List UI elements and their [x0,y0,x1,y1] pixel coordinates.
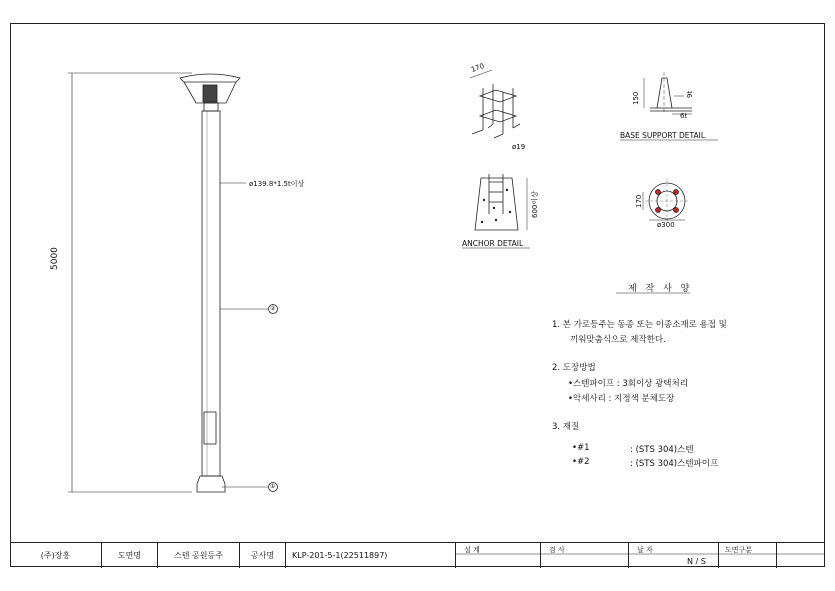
anchor-detail-title: ANCHOR DETAIL [462,239,524,248]
pole-door [204,412,216,444]
spec-item3-b-no: •#2 [572,457,590,467]
drawing-name-cell [158,543,240,568]
title-block [10,542,825,568]
type-cell [719,543,777,568]
lamp-collar [204,103,218,111]
company-name: (주)장흥 [40,551,71,560]
support-150-label: 150 [632,91,640,105]
anchor-depth-label: 600이상 [531,191,539,218]
marker-1-text: ① [270,483,276,490]
date-cell [629,543,719,568]
spec-item3-b-val: : (STS 304)스텐파이프 [630,459,719,469]
pipe-spec-label: ø139.8*1.5t이상 [249,180,305,188]
date-label: 날 자 [637,546,653,554]
project-cell [286,543,456,568]
pole-base [197,476,225,492]
scale-value: N / S [687,557,706,566]
support-6t-label: 6t [680,112,688,120]
marker-2-text: ② [270,305,276,312]
anchor-frame-iso [470,70,520,138]
design-cell [456,543,541,568]
spec-item1-line2: 끼워맞춤식으로 제작한다. [570,335,666,345]
project-label-cell [240,543,286,568]
drawing-name: 스텐 공원등주 [174,551,223,560]
flange-dia-label: ø300 [657,221,675,229]
check-label: 검 사 [549,546,565,554]
base-support-title: BASE SUPPORT DETAIL [620,131,706,140]
spec-item3-a-no: •#1 [572,443,590,453]
drawing-name-label-cell [102,543,158,568]
company-cell [10,543,102,568]
bar-dia-label: ø19 [512,143,526,151]
spec-item2-a: •스텐파이프 : 3회이상 광택처리 [568,379,688,389]
anchor-concrete-drawing [475,174,527,230]
spec-item2: 2. 도장방법 [552,363,596,373]
flange-drawing [643,179,689,223]
check-cell [541,543,629,568]
spec-item3: 3. 재질 [552,422,580,432]
type-label: 도면구분 [725,546,753,554]
spec-item2-b: •악세사리 : 지정색 분체도장 [568,394,675,404]
spec-item1-line1: 1. 본 가로등주는 동종 또는 이종소재로 용접 및 [552,320,727,330]
project-number: KLP-201-5-1(22511897) [292,551,388,560]
support-9t-label: 9t [686,90,694,98]
lamp-globe [203,85,217,102]
lamp-cap [180,74,240,82]
height-dim-label: 5000 [50,247,60,270]
project-label: 공사명 [250,551,275,560]
base-support-drawing [644,72,692,114]
spec-title: 제 작 사 양 [628,284,693,294]
drawing-name-label: 도면명 [117,551,142,560]
design-label: 설 계 [464,546,480,554]
pole-shaft [202,111,220,476]
top-dim-label: 170 [470,61,486,75]
flange-170-label: 170 [635,194,643,208]
spec-item3-a-val: : (STS 304)스텐 [630,445,694,455]
